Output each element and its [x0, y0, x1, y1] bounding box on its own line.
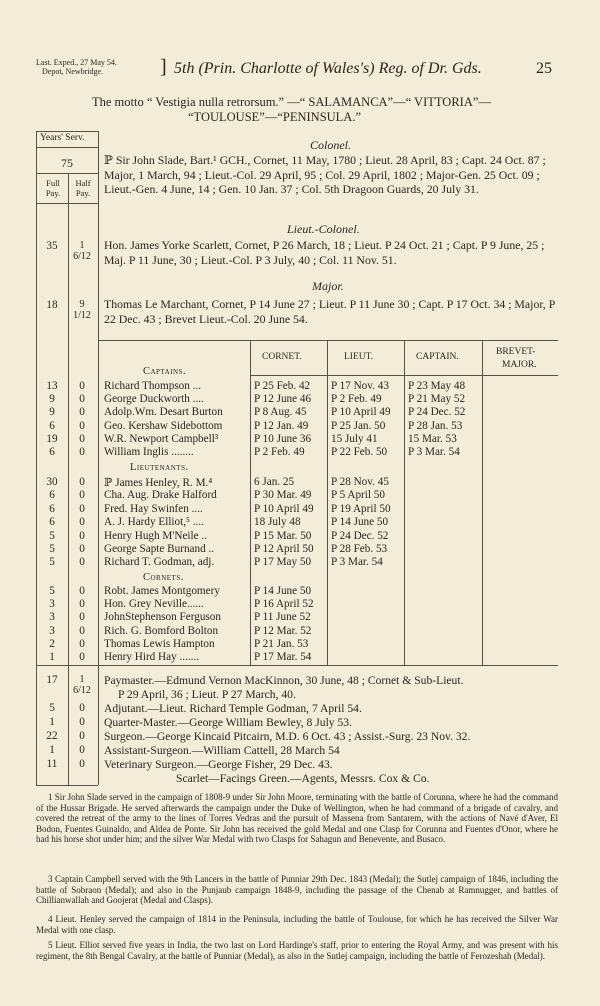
cornet-date: P 12 Mar. 52 [254, 624, 312, 637]
lieut-colonel-half: 1 6/12 [73, 240, 91, 262]
officer-name: Hon. Grey Neville...... [104, 598, 204, 611]
colonel-years: 75 [61, 156, 73, 170]
half-pay-years: 0 [79, 585, 85, 597]
full-pay-years: 9 [49, 406, 55, 419]
cornet-date: P 11 June 52 [254, 611, 311, 624]
header-note-line1: Last. Exped., 27 May 54. [36, 58, 117, 67]
staff-entry: Scarlet—Facings Green.—Agents, Messrs. Cox & Co. [176, 772, 430, 785]
captain-date: P 28 Jan. 53 [408, 419, 463, 432]
full-pay-years: 3 [49, 624, 55, 637]
full-pay-years: 5 [49, 556, 55, 569]
cornet-date: P 25 Feb. 42 [254, 380, 311, 392]
captains-heading: Captains. [143, 366, 187, 377]
half-pay-years: 0 [79, 446, 85, 458]
cornet-date: P 15 Mar. 50 [254, 529, 312, 542]
motto-line2: “TOULOUSE”—“PENINSULA.” [188, 110, 362, 124]
motto-line1: The motto “ Vestigia nulla retrorsum.” —“ SALAMANCA”—“ VITTORIA”— [92, 95, 491, 109]
officer-name: George Duckworth .... [104, 393, 204, 406]
full-pay-label: Full Pay. [45, 178, 61, 198]
staff-full-pay: 1 [49, 716, 55, 728]
full-pay-years: 6 [49, 502, 55, 515]
major-heading: Major. [312, 279, 344, 293]
cornet-date: P 12 April 50 [254, 543, 314, 555]
officer-name: Rich. G. Bomford Bolton [104, 624, 219, 637]
captain-date: P 24 Dec. 52 [408, 406, 466, 419]
cornet-date: P 8 Aug. 45 [254, 406, 307, 419]
staff-entry: Paymaster.—Edmund Vernon MacKinnon, 30 June, 48 ; Cornet & Sub-Lieut. [104, 674, 464, 687]
cornet-date: P 12 June 46 [254, 393, 312, 406]
half-pay-years: 0 [79, 380, 85, 392]
lieut-date: P 28 Feb. 53 [331, 543, 388, 555]
half-pay-years: 0 [79, 556, 85, 569]
officer-name: Geo. Kershaw Sidebottom [104, 419, 223, 432]
half-pay-label: Half Pay. [75, 178, 91, 198]
cornet-date: 18 July 48 [254, 516, 301, 529]
half-pay-years: 0 [79, 489, 85, 502]
cornet-date: P 14 June 50 [254, 585, 312, 597]
staff-entry: P 29 April, 36 ; Lieut. P 27 March, 40. [118, 688, 296, 701]
cornet-date: P 17 May 50 [254, 556, 312, 569]
officer-name: A. J. Hardy Elliot,⁵ .... [104, 516, 204, 529]
header-note-line2: Depot, Newbridge. [42, 67, 104, 76]
half-pay-years: 0 [79, 476, 85, 488]
officer-name: Fred. Hay Swinfen .... [104, 502, 203, 515]
cornet-date: P 2 Feb. 49 [254, 446, 305, 458]
full-pay-years: 6 [49, 419, 55, 432]
officer-name: Richard Thompson ... [104, 380, 202, 392]
full-pay-years: 2 [49, 637, 55, 650]
full-pay-years: 19 [46, 432, 58, 445]
full-pay-years: 3 [49, 611, 55, 624]
officer-name: Robt. James Montgomery [104, 585, 220, 597]
full-pay-years: 5 [49, 529, 55, 542]
col-brevet-header: BREVET- [496, 347, 536, 357]
lieut-date: P 24 Dec. 52 [331, 529, 389, 542]
half-pay-years: 0 [79, 432, 85, 445]
header-bracket: ] [160, 56, 167, 78]
major-half: 9 1/12 [73, 299, 91, 321]
staff-full-pay: 1 [49, 744, 55, 756]
staff-entry: Surgeon.—George Kincaid Pitcairn, M.D. 6 Oct. 43 ; Assist.-Surg. 23 Nov. 32. [104, 730, 471, 743]
col-captain-header: CAPTAIN. [416, 352, 459, 362]
staff-entry: Quarter-Master.—George William Bewley, 8 July 53. [104, 716, 352, 729]
cornet-date: 6 Jan. 25 [254, 476, 295, 488]
lieut-date: P 19 April 50 [331, 502, 391, 515]
half-pay-years: 0 [79, 406, 85, 419]
page-title: 5th (Prin. Charlotte of Wales's) Reg. of Dr. Gds. [174, 60, 482, 77]
lieut-date: P 3 Mar. 54 [331, 556, 383, 569]
half-pay-years: 0 [79, 516, 85, 529]
lieut-date: P 10 April 49 [331, 406, 391, 419]
staff-entry: Assistant-Surgeon.—William Cattell, 28 March 54 [104, 744, 340, 757]
staff-full-pay: 22 [46, 730, 58, 742]
officer-name: JohnStephenson Ferguson [104, 611, 221, 624]
full-pay-years: 6 [49, 489, 55, 502]
lieut-date: P 14 June 50 [331, 516, 389, 529]
cornet-date: P 16 April 52 [254, 598, 314, 611]
half-pay-years: 0 [79, 393, 85, 406]
staff-full-pay: 11 [46, 758, 58, 770]
full-pay-years: 1 [49, 651, 55, 663]
half-pay-years: 0 [79, 529, 85, 542]
col-brevet-header-2: MAJOR. [502, 360, 537, 370]
major-entry: Thomas Le Marchant, Cornet, P 14 June 27 ; Lieut. P 11 June 30 ; Capt. P 17 Oct. 34 ; Major, P 22 Dec. 43 ; Brevet Lieut.-Col. 20 June 54. [104, 297, 555, 326]
lieutenants-heading: Lieutenants. [130, 462, 189, 473]
captain-date: 15 Mar. 53 [408, 432, 457, 445]
half-pay-years: 0 [79, 502, 85, 515]
officer-name: Henry Hugh M'Neile .. [104, 529, 207, 542]
officer-name: George Sapte Burnand .. [104, 543, 215, 555]
lieut-colonel-entry: Hon. James Yorke Scarlett, Cornet, P 26 March, 18 ; Lieut. P 24 Oct. 21 ; Capt. P 9 June, 25 ; Maj. P 11 June, 30 ; Lieut.-Col. P 3 July, 40 ; Col. 11 Nov. 51. [104, 238, 545, 267]
cornet-date: P 10 April 49 [254, 502, 314, 515]
colonel-heading: Colonel. [310, 138, 351, 152]
cornets-heading: Cornets. [143, 572, 184, 583]
staff-half-pay: 0 [79, 716, 85, 728]
footnote: 1 Sir John Slade served in the campaign of 1808-9 under Sir John Moore, terminating with the battle of Corunna, where he had the command of the Hussar Brigade. He served afterwards the campaign under the Duke of Wellington, when he had command of a brigade of cavalry, and covered the retreat of the army to the lines of Torres Vedras and the pursuit of Massena from Santarem, with the actions of Navé d'Aver, El Bodon, Fuentes Guinaldo, and Aldea de Ponte. Sir John has received the gold Medal and one Clasp for Corunna and Fuentes d'Onor, where he had his horse shot under him; and the silver War Medal with two Clasps for Sahagun and Benevente, and Busaco. [36, 792, 558, 845]
col-cornet-header: CORNET. [262, 352, 302, 362]
officer-name: William Inglis ........ [104, 446, 194, 458]
colonel-entry: ℙ Sir John Slade, Bart.¹ GCH., Cornet, 11 May, 1780 ; Lieut. 28 April, 83 ; Capt. 24 Oct. 87 ; Major, 1 March, 94 ; Lieut.-Col. 29 April, 95 ; Col. 29 April, 1802 ; Major-Gen. 25 Oct. 09 ; Lieut.-Gen. 4 June, 14 ; Gen. 10 Jan. 37 ; Col. 5th Dragoon Guards, 20 July 31. [104, 153, 546, 197]
half-pay-years: 0 [79, 598, 85, 611]
officer-name: Henry Hird Hay ....... [104, 651, 200, 663]
officer-name: Cha. Aug. Drake Halford [104, 489, 217, 502]
officer-name: Richard T. Godman, adj. [104, 556, 215, 569]
officer-name: W.R. Newport Campbell³ [104, 432, 219, 445]
staff-half-pay: 0 [79, 744, 85, 756]
captain-date: P 23 May 48 [408, 380, 466, 392]
lieut-date: P 17 Nov. 43 [331, 380, 389, 392]
full-pay-years: 3 [49, 598, 55, 611]
full-pay-years: 5 [49, 585, 55, 597]
page-number: 25 [536, 60, 552, 77]
staff-full-pay: 17 [46, 674, 58, 686]
cornet-date: P 17 Mar. 54 [254, 651, 312, 663]
lieut-date: P 28 Nov. 45 [331, 476, 389, 488]
full-pay-years: 6 [49, 446, 55, 458]
staff-half-pay: 0 [79, 758, 85, 770]
full-pay-years: 6 [49, 516, 55, 529]
full-pay-years: 30 [46, 476, 58, 488]
years-serv-header: Years' Serv. [40, 133, 85, 143]
cornet-date: P 10 June 36 [254, 432, 312, 445]
half-pay-years: 0 [79, 611, 85, 624]
half-pay-years: 0 [79, 419, 85, 432]
captain-date: P 21 May 52 [408, 393, 466, 406]
cornet-date: P 12 Jan. 49 [254, 419, 309, 432]
staff-half-pay: 0 [79, 702, 85, 714]
officer-name: Adolp.Wm. Desart Burton [104, 406, 223, 419]
half-pay-years: 0 [79, 543, 85, 555]
footnote: 3 Captain Campbell served with the 9th Lancers in the battle of Punniar 29th Dec. 1843 (Medal); the Sutlej campaign of 1846, including the battle of Sobraon (Medal); and also in the Punjaub campaign 1848-9, including the passage of the Chenab at Ramnugger, and battles of Chillianwallah and Goojerat (Medal and Clasps). [36, 874, 558, 906]
footnote: 4 Lieut. Henley served the campaign of 1814 in the Peninsula, including the battle of Toulouse, for which he has received the Silver War Medal with one clasp. [36, 914, 558, 935]
staff-entry: Veterinary Surgeon.—George Fisher, 29 Dec. 43. [104, 758, 333, 771]
lieut-date: P 2 Feb. 49 [331, 393, 382, 406]
lieut-colonel-full: 35 [46, 240, 58, 252]
officer-name: Thomas Lewis Hampton [104, 637, 215, 650]
staff-half-pay: 1 6/12 [73, 674, 91, 696]
cornet-date: P 30 Mar. 49 [254, 489, 312, 502]
staff-full-pay: 5 [49, 702, 55, 714]
lieut-date: P 25 Jan. 50 [331, 419, 386, 432]
cornet-date: P 21 Jan. 53 [254, 637, 309, 650]
half-pay-years: 0 [79, 651, 85, 663]
full-pay-years: 13 [46, 380, 58, 392]
lieut-date: P 5 April 50 [331, 489, 385, 502]
officer-name: ℙ James Henley, R. M.⁴ [104, 477, 213, 489]
full-pay-years: 5 [49, 543, 55, 555]
staff-entry: Adjutant.—Lieut. Richard Temple Godman, 7 April 54. [104, 702, 362, 715]
lieut-date: 15 July 41 [331, 432, 378, 445]
lieut-colonel-heading: Lieut.-Colonel. [287, 222, 360, 236]
half-pay-years: 0 [79, 624, 85, 637]
half-pay-years: 0 [79, 637, 85, 650]
header-note [36, 58, 117, 76]
col-lieut-header: LIEUT. [344, 352, 374, 362]
captain-date: P 3 Mar. 54 [408, 446, 460, 458]
major-full: 18 [46, 299, 58, 311]
staff-half-pay: 0 [79, 730, 85, 742]
lieut-date: P 22 Feb. 50 [331, 446, 388, 458]
footnote: 5 Lieut. Elliot served five years in India, the two last on Lord Hardinge's staff, prior to entering the Royal Army, and was present with his regiment, the 8th Bengal Cavalry, at the battle of Punniar (Medal), as also in the Sutlej campaign, including the battle of Ferozeshah (Medal). [36, 940, 558, 961]
full-pay-years: 9 [49, 393, 55, 406]
